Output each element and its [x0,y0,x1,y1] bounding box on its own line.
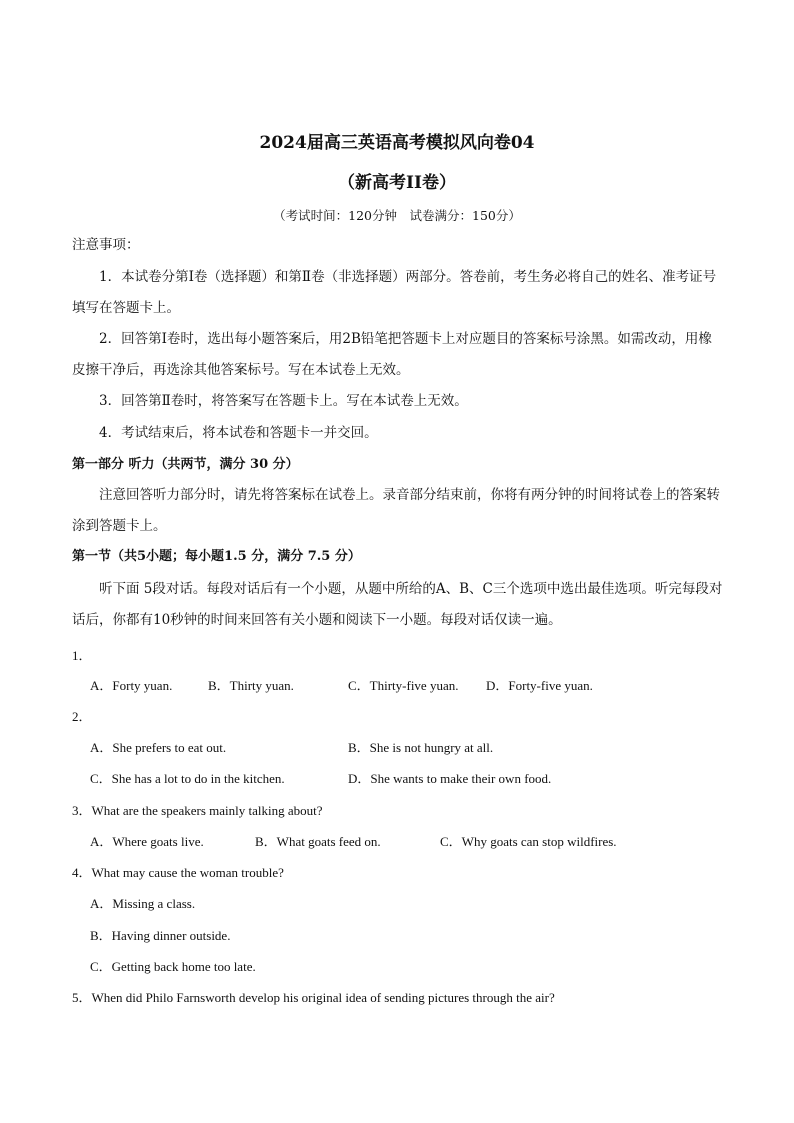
question-5-stem: 5．When did Philo Farnsworth develop his original idea of sending pictures through the air? [72,990,555,1005]
page-subtitle: （新高考II卷） [338,173,456,193]
question-1-option-c: C．Thirty-five yuan. [348,678,459,693]
question-4-option-b: B．Having dinner outside. [90,928,231,943]
section1-intro: 听下面 5段对话。每段对话后有一个小题，从题中所给的A、B、C三个选项中选出最佳选项。听完每段对话后，你都有10秒钟的时间来回答有关小题和阅读下一小题。每段对话仅读一遍。 [72,581,723,628]
question-2-option-a: A．She prefers to eat out. [90,740,227,755]
question-4-option-c: C．Getting back home too late. [90,959,256,974]
question-1-option-b: B．Thirty yuan. [208,678,294,693]
part1-heading: 第一部分 听力（共两节，满分 30 分） [72,457,299,472]
exam-info: （考试时间：120分钟 试卷满分：150分） [273,208,521,223]
question-2-option-c: C．She has a lot to do in the kitchen. [90,771,285,786]
question-4-option-a: A．Missing a class. [90,896,196,911]
question-1-stem: 1． [72,648,92,663]
note-2: 2．回答第Ⅰ卷时，选出每小题答案后，用2B铅笔把答题卡上对应题目的答案标号涂黑。如需改动，用橡皮擦干净后，再选涂其他答案标号。写在本试卷上无效。 [72,331,712,378]
notes-heading: 注意事项： [72,237,140,253]
question-1-option-d: D．Forty-five yuan. [486,678,593,693]
part1-intro: 注意回答听力部分时，请先将答案标在试卷上。录音部分结束前，你将有两分钟的时间将试卷上的答案转涂到答题卡上。 [72,487,720,534]
question-4-stem: 4．What may cause the woman trouble? [72,865,284,880]
note-4: 4．考试结束后，将本试卷和答题卡一并交回。 [99,425,378,441]
note-1: 1．本试卷分第Ⅰ卷（选择题）和第Ⅱ卷（非选择题）两部分。答卷前，考生务必将自己的姓名、准考证号填写在答题卡上。 [72,269,717,316]
question-3-option-c: C．Why goats can stop wildfires. [440,834,617,849]
note-3: 3．回答第Ⅱ卷时，将答案写在答题卡上。写在本试卷上无效。 [99,393,468,409]
question-2-stem: 2． [72,709,92,724]
page-title: 2024届高三英语高考模拟风向卷04 [259,133,535,153]
question-3-stem: 3．What are the speakers mainly talking about? [72,803,323,818]
question-3-option-a: A．Where goats live. [90,834,204,849]
question-2-option-d: D．She wants to make their own food. [348,771,552,786]
section1-heading: 第一节（共5小题；每小题1.5 分，满分 7.5 分） [72,549,361,564]
question-2-option-b: B．She is not hungry at all. [348,740,494,755]
question-3-option-b: B．What goats feed on. [255,834,381,849]
question-1-option-a: A．Forty yuan. [90,678,173,693]
